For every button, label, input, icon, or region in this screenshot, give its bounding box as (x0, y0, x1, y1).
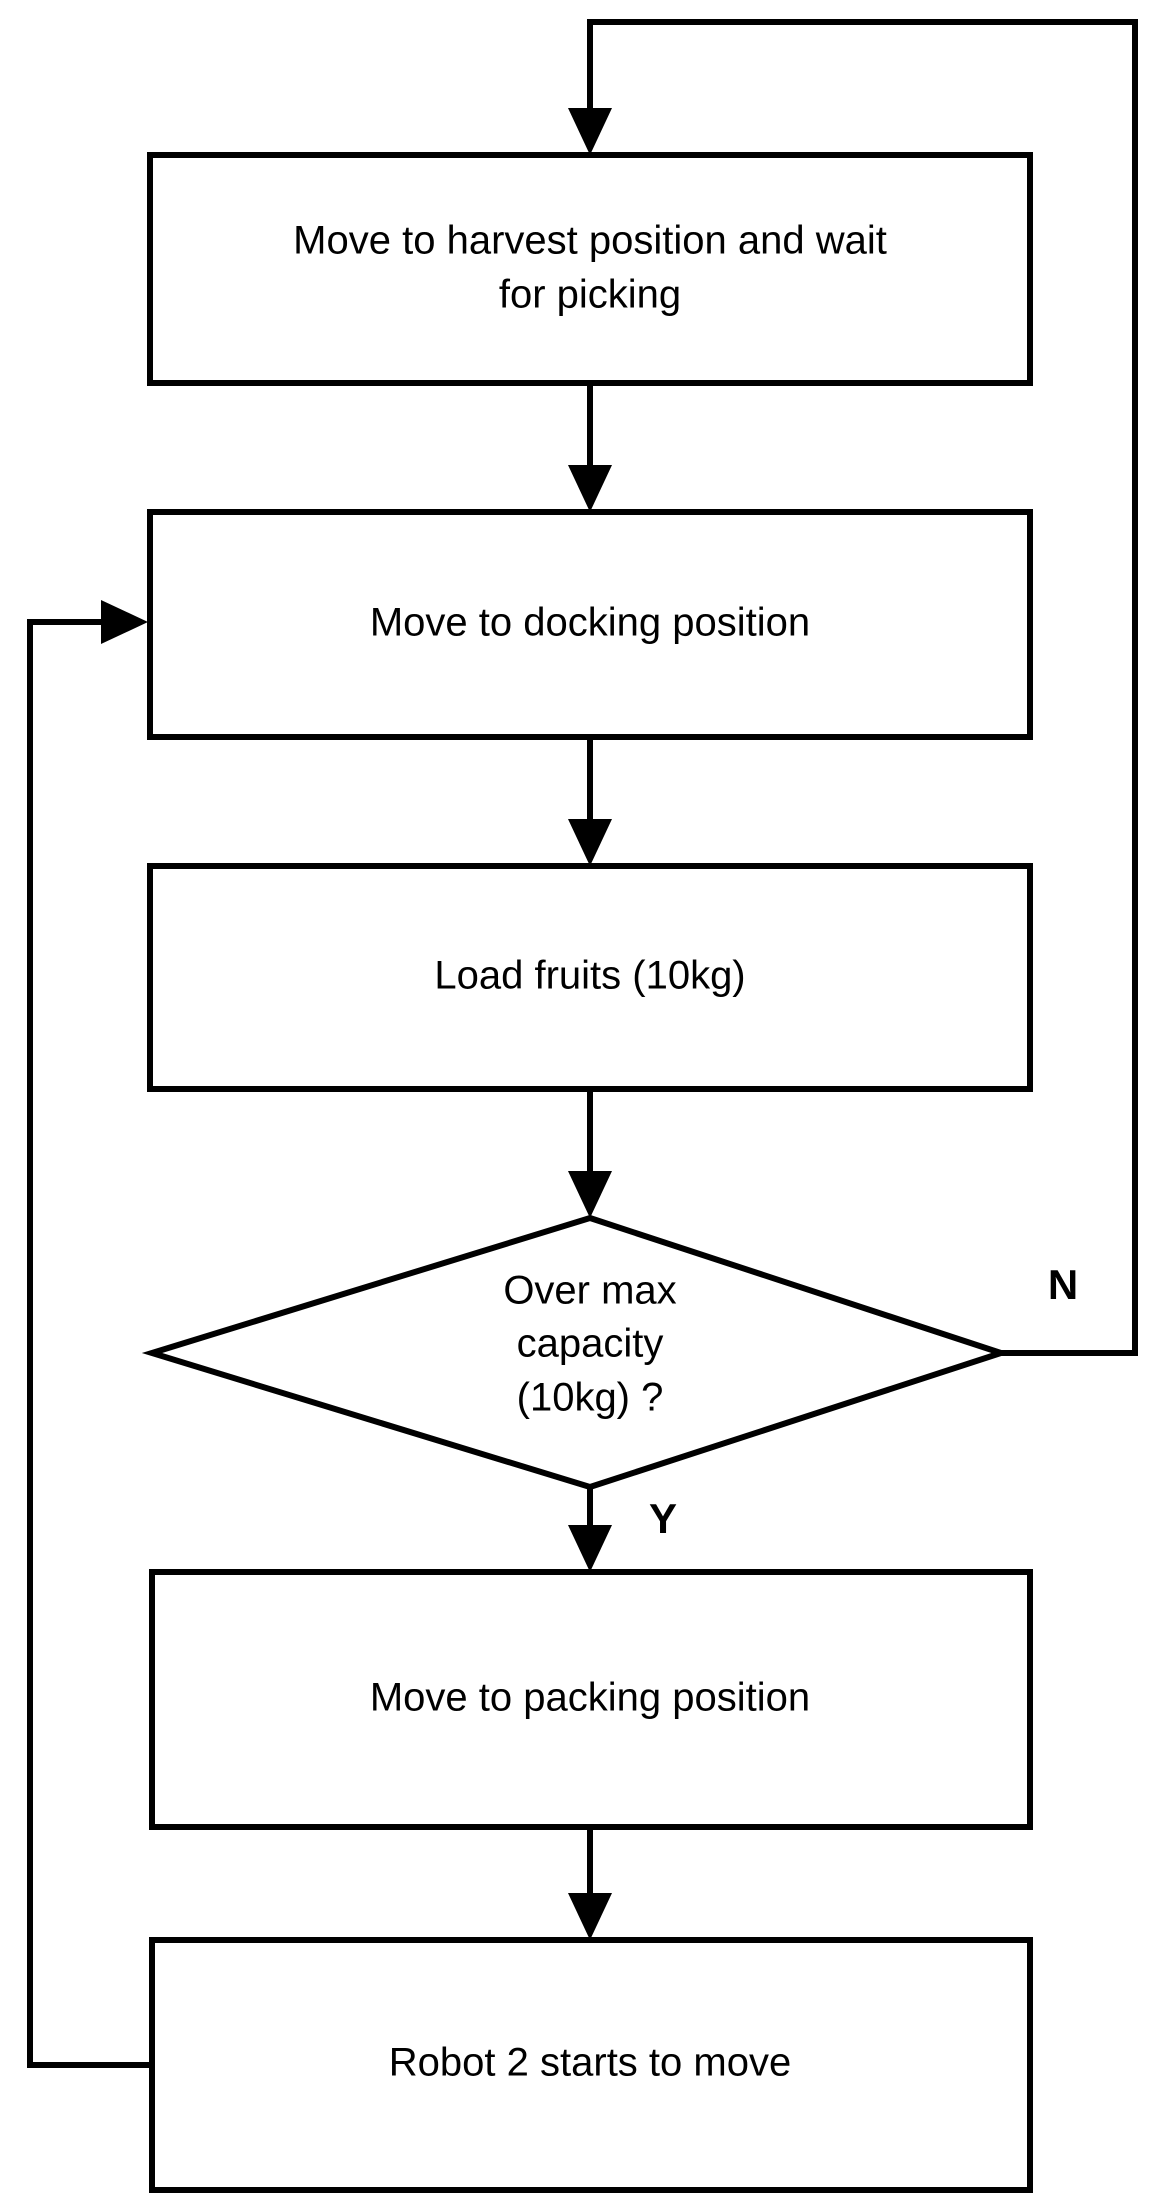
arrowhead-to-robot2 (568, 1893, 612, 1940)
node-load-label: Load fruits (10kg) (434, 953, 746, 998)
node-harvest-line-1: Move to harvest position and wait (293, 218, 887, 263)
connector-yes-to-packing (568, 1487, 612, 1572)
connector-harvest-to-docking (568, 383, 612, 512)
node-decision-line-2: capacity (516, 1321, 664, 1366)
connector-robot2-loop (30, 600, 153, 2065)
connector-load-to-decision (568, 1089, 612, 1218)
arrowhead-to-harvest (568, 108, 612, 155)
node-docking-label: Move to docking position (369, 600, 811, 645)
arrowhead-to-docking (101, 600, 148, 644)
node-over-max-capacity-decision[interactable] (152, 1218, 1001, 1487)
node-decision-line-3: (10kg) ? (516, 1375, 664, 1420)
arrowhead-to-docking-2 (568, 465, 612, 512)
node-move-to-docking-position[interactable] (150, 512, 1030, 737)
branch-label-yes: Y (648, 1495, 678, 1543)
node-load-fruits[interactable] (150, 866, 1030, 1089)
connector-docking-to-load (568, 737, 612, 866)
node-move-to-packing-position[interactable] (152, 1572, 1030, 1827)
node-packing-label: Move to packing position (369, 1675, 811, 1720)
branch-label-no: N (1047, 1261, 1079, 1309)
node-decision-line-1: Over max (503, 1268, 677, 1313)
connector-packing-to-robot2 (568, 1827, 612, 1940)
arrowhead-to-packing (568, 1525, 612, 1572)
node-harvest-line-2: for picking (498, 272, 682, 317)
node-robot-2-starts-to-move[interactable] (152, 1940, 1030, 2190)
arrowhead-to-load (568, 819, 612, 866)
node-move-to-harvest-position[interactable] (150, 155, 1030, 383)
node-robot2-label: Robot 2 starts to move (388, 2040, 792, 2085)
arrowhead-to-decision (568, 1171, 612, 1218)
